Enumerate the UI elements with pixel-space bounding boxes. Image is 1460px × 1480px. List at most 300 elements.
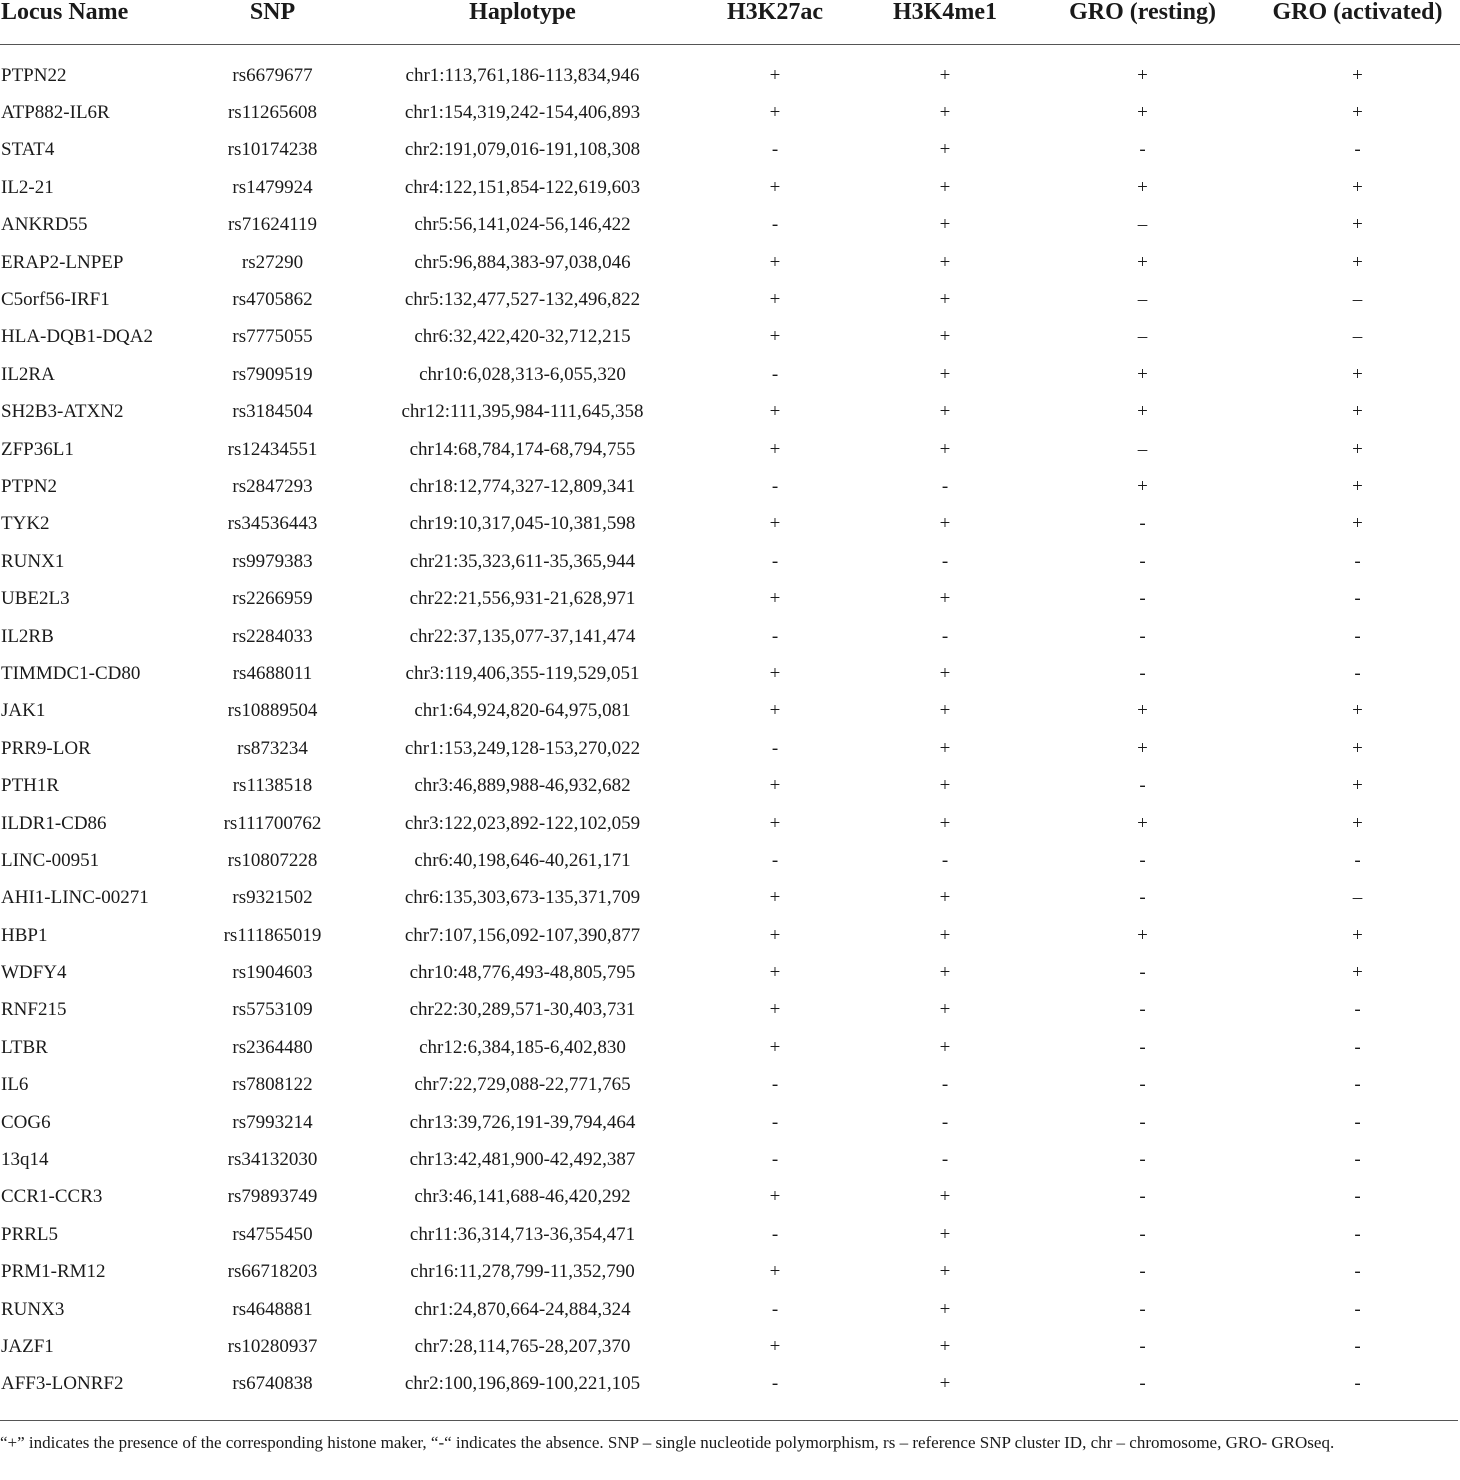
cell-gro-activated: +	[1352, 401, 1363, 423]
cell-h3k4me1: -	[941, 550, 949, 572]
cell-h3k4me1: +	[939, 588, 951, 610]
cell-h3k27ac: +	[769, 812, 781, 834]
cell-haplotype: chr1:64,924,820-64,975,081	[414, 700, 631, 722]
cell-gro-activated: +	[1352, 775, 1363, 797]
cell-snp: rs34132030	[227, 1149, 318, 1171]
cell-gro-activated: –	[1352, 289, 1363, 311]
cell-h3k4me1: +	[939, 64, 951, 86]
table-row	[0, 655, 1460, 692]
cell-h3k4me1: +	[939, 700, 951, 722]
cell-snp: rs111700762	[223, 812, 322, 834]
cell-haplotype: chr13:39,726,191-39,794,464	[409, 1111, 636, 1133]
cell-h3k27ac: +	[769, 1186, 781, 1208]
cell-gro-activated: -	[1354, 999, 1361, 1021]
cell-locus-name: PRRL5	[1, 1223, 59, 1245]
cell-haplotype: chr2:191,079,016-191,108,308	[404, 139, 641, 161]
cell-h3k27ac: +	[769, 513, 781, 535]
cell-gro-resting: –	[1137, 326, 1148, 348]
cell-gro-resting: -	[1139, 1261, 1146, 1283]
cell-gro-resting: –	[1137, 214, 1148, 236]
header-h3k27ac: H3K27ac	[690, 0, 860, 45]
cell-gro-activated: +	[1352, 513, 1363, 535]
cell-gro-activated: +	[1352, 924, 1363, 946]
table-row	[0, 1104, 1460, 1141]
table-row	[0, 842, 1460, 879]
cell-snp: rs3184504	[232, 401, 313, 423]
cell-gro-resting: -	[1139, 1111, 1146, 1133]
cell-h3k4me1: +	[939, 999, 951, 1021]
cell-h3k4me1: +	[939, 1261, 951, 1283]
header-spacer	[0, 45, 1460, 58]
cell-haplotype: chr5:96,884,383-97,038,046	[414, 251, 631, 273]
table-row	[0, 1291, 1460, 1328]
cell-gro-resting: +	[1137, 251, 1148, 273]
cell-locus-name: AHI1-LINC-00271	[1, 887, 149, 909]
cell-haplotype: chr12:6,384,185-6,402,830	[419, 1036, 626, 1058]
table-footnote: “+” indicates the presence of the corresponding histone maker, “-“ indicates the absence. SNP – single nucleotide polymorphism, rs – reference SNP cluster ID, chr – chromosome, GRO- GROseq.	[0, 1420, 1458, 1455]
table-row	[0, 132, 1460, 169]
cell-gro-resting: -	[1139, 1373, 1146, 1395]
header-haplotype: Haplotype	[355, 0, 690, 45]
cell-locus-name: IL6	[1, 1074, 29, 1096]
cell-h3k27ac: +	[769, 1036, 781, 1058]
cell-h3k27ac: -	[771, 1373, 779, 1395]
table-row	[0, 580, 1460, 617]
table-row	[0, 506, 1460, 543]
cell-locus-name: ERAP2-LNPEP	[1, 251, 124, 273]
cell-h3k27ac: -	[771, 1074, 779, 1096]
cell-haplotype: chr3:46,141,688-46,420,292	[414, 1186, 631, 1208]
cell-gro-activated: +	[1352, 962, 1363, 984]
table-row	[0, 394, 1460, 431]
cell-gro-activated: -	[1354, 550, 1361, 572]
cell-haplotype: chr6:32,422,420-32,712,215	[414, 326, 631, 348]
table-row	[0, 730, 1460, 767]
cell-gro-activated: -	[1354, 1298, 1361, 1320]
table-row	[0, 543, 1460, 580]
table-row	[0, 693, 1460, 730]
cell-h3k27ac: +	[769, 326, 781, 348]
cell-h3k27ac: -	[771, 214, 779, 236]
cell-snp: rs7909519	[232, 363, 313, 385]
cell-haplotype: chr10:48,776,493-48,805,795	[409, 962, 636, 984]
cell-gro-resting: –	[1137, 438, 1148, 460]
cell-locus-name: STAT4	[1, 139, 55, 161]
cell-gro-activated: -	[1354, 1335, 1361, 1357]
cell-locus-name: ATP882-IL6R	[1, 102, 110, 124]
cell-h3k4me1: -	[941, 475, 949, 497]
cell-locus-name: RUNX3	[1, 1298, 65, 1320]
cell-haplotype: chr22:30,289,571-30,403,731	[409, 999, 636, 1021]
table-row	[0, 1179, 1460, 1216]
cell-locus-name: RUNX1	[1, 550, 65, 572]
cell-snp: rs10174238	[227, 139, 318, 161]
cell-h3k4me1: +	[939, 513, 951, 535]
cell-gro-resting: +	[1137, 737, 1148, 759]
cell-h3k27ac: +	[769, 588, 781, 610]
cell-snp: rs4688011	[232, 662, 313, 684]
cell-h3k27ac: -	[771, 475, 779, 497]
cell-h3k4me1: +	[939, 1223, 951, 1245]
cell-gro-activated: -	[1354, 1186, 1361, 1208]
cell-gro-activated: +	[1352, 700, 1363, 722]
cell-gro-resting: -	[1139, 1149, 1146, 1171]
cell-snp: rs4705862	[232, 289, 313, 311]
cell-gro-resting: +	[1137, 363, 1148, 385]
cell-locus-name: AFF3-LONRF2	[1, 1373, 124, 1395]
cell-haplotype: chr6:135,303,673-135,371,709	[404, 887, 641, 909]
table-row	[0, 917, 1460, 954]
cell-snp: rs4755450	[232, 1223, 313, 1245]
cell-h3k4me1: +	[939, 775, 951, 797]
cell-gro-activated: +	[1352, 475, 1363, 497]
cell-gro-resting: -	[1139, 775, 1146, 797]
cell-snp: rs7775055	[232, 326, 313, 348]
cell-locus-name: PRM1-RM12	[1, 1261, 106, 1283]
cell-locus-name: IL2RB	[1, 625, 54, 647]
cell-gro-resting: +	[1137, 64, 1148, 86]
cell-h3k27ac: +	[769, 1335, 781, 1357]
cell-haplotype: chr3:122,023,892-122,102,059	[404, 812, 641, 834]
cell-gro-activated: +	[1352, 737, 1363, 759]
cell-locus-name: HLA-DQB1-DQA2	[1, 326, 153, 348]
cell-gro-activated: -	[1354, 662, 1361, 684]
cell-h3k27ac: -	[771, 1111, 779, 1133]
cell-h3k4me1: -	[941, 1149, 949, 1171]
cell-gro-activated: +	[1352, 102, 1363, 124]
cell-locus-name: PTH1R	[1, 775, 60, 797]
cell-h3k4me1: +	[939, 1335, 951, 1357]
cell-gro-resting: +	[1137, 924, 1148, 946]
header-h3k4me1: H3K4me1	[860, 0, 1030, 45]
cell-locus-name: IL2-21	[1, 176, 54, 198]
cell-h3k4me1: +	[939, 176, 951, 198]
cell-h3k27ac: +	[769, 962, 781, 984]
cell-h3k27ac: -	[771, 139, 779, 161]
cell-locus-name: HBP1	[1, 924, 48, 946]
cell-haplotype: chr1:154,319,242-154,406,893	[404, 102, 641, 124]
table-row	[0, 992, 1460, 1029]
cell-h3k4me1: +	[939, 1186, 951, 1208]
cell-haplotype: chr5:132,477,527-132,496,822	[404, 289, 641, 311]
cell-h3k27ac: +	[769, 1261, 781, 1283]
cell-locus-name: RNF215	[1, 999, 67, 1021]
cell-gro-resting: -	[1139, 1223, 1146, 1245]
cell-snp: rs111865019	[223, 924, 322, 946]
cell-haplotype: chr1:24,870,664-24,884,324	[414, 1298, 631, 1320]
cell-snp: rs1479924	[232, 176, 313, 198]
cell-gro-resting: +	[1137, 102, 1148, 124]
cell-h3k27ac: -	[771, 1223, 779, 1245]
cell-gro-resting: -	[1139, 887, 1146, 909]
cell-h3k4me1: +	[939, 401, 951, 423]
cell-gro-resting: -	[1139, 999, 1146, 1021]
cell-haplotype: chr10:6,028,313-6,055,320	[419, 363, 626, 385]
cell-locus-name: LTBR	[1, 1036, 48, 1058]
cell-haplotype: chr11:36,314,713-36,354,471	[409, 1223, 636, 1245]
cell-h3k27ac: +	[769, 999, 781, 1021]
cell-haplotype: chr12:111,395,984-111,645,358	[401, 401, 644, 423]
cell-gro-activated: -	[1354, 1111, 1361, 1133]
cell-h3k4me1: -	[941, 625, 949, 647]
cell-h3k4me1: +	[939, 326, 951, 348]
cell-haplotype: chr16:11,278,799-11,352,790	[410, 1261, 635, 1283]
table-row	[0, 94, 1460, 131]
table-row	[0, 880, 1460, 917]
cell-gro-resting: -	[1139, 1036, 1146, 1058]
cell-gro-activated: -	[1354, 849, 1361, 871]
header-gro-resting: GRO (resting)	[1030, 0, 1255, 45]
cell-locus-name: TYK2	[1, 513, 50, 535]
cell-snp: rs10280937	[227, 1335, 318, 1357]
cell-gro-activated: -	[1354, 1373, 1361, 1395]
header-snp: SNP	[190, 0, 355, 45]
cell-h3k4me1: +	[939, 887, 951, 909]
cell-snp: rs12434551	[227, 438, 318, 460]
cell-haplotype: chr3:46,889,988-46,932,682	[414, 775, 631, 797]
cell-snp: rs4648881	[232, 1298, 313, 1320]
cell-gro-resting: -	[1139, 139, 1146, 161]
cell-h3k4me1: +	[939, 251, 951, 273]
table-row	[0, 169, 1460, 206]
cell-gro-activated: -	[1354, 1074, 1361, 1096]
cell-gro-resting: -	[1139, 662, 1146, 684]
cell-h3k27ac: +	[769, 251, 781, 273]
cell-haplotype: chr2:100,196,869-100,221,105	[404, 1373, 641, 1395]
cell-locus-name: PTPN2	[1, 475, 57, 497]
cell-locus-name: ILDR1-CD86	[1, 812, 107, 834]
cell-gro-resting: +	[1137, 176, 1148, 198]
cell-h3k4me1: +	[939, 1298, 951, 1320]
cell-h3k4me1: +	[939, 139, 951, 161]
table-row	[0, 356, 1460, 393]
cell-snp: rs2284033	[232, 625, 313, 647]
cell-haplotype: chr13:42,481,900-42,492,387	[409, 1149, 636, 1171]
cell-haplotype: chr3:119,406,355-119,529,051	[405, 662, 640, 684]
cell-gro-resting: -	[1139, 1186, 1146, 1208]
table-row	[0, 618, 1460, 655]
cell-h3k27ac: +	[769, 438, 781, 460]
cell-gro-resting: -	[1139, 513, 1146, 535]
cell-h3k27ac: -	[771, 550, 779, 572]
cell-snp: rs71624119	[227, 214, 318, 236]
header-locus-name: Locus Name	[0, 0, 190, 45]
cell-haplotype: chr18:12,774,327-12,809,341	[409, 475, 636, 497]
table-header	[0, 0, 1460, 57]
cell-locus-name: PTPN22	[1, 64, 67, 86]
cell-snp: rs2364480	[232, 1036, 313, 1058]
cell-h3k27ac: +	[769, 775, 781, 797]
cell-gro-activated: -	[1354, 139, 1361, 161]
cell-gro-resting: +	[1137, 700, 1148, 722]
cell-h3k27ac: -	[771, 1149, 779, 1171]
table-row	[0, 281, 1460, 318]
cell-h3k4me1: +	[939, 289, 951, 311]
cell-snp: rs34536443	[227, 513, 318, 535]
cell-gro-activated: +	[1352, 438, 1363, 460]
cell-haplotype: chr7:22,729,088-22,771,765	[414, 1074, 631, 1096]
cell-h3k4me1: -	[941, 849, 949, 871]
table-row	[0, 244, 1460, 281]
table-row	[0, 319, 1460, 356]
cell-locus-name: LINC-00951	[1, 849, 100, 871]
cell-gro-resting: -	[1139, 962, 1146, 984]
cell-gro-activated: -	[1354, 1036, 1361, 1058]
cell-locus-name: TIMMDC1-CD80	[1, 662, 141, 684]
cell-snp: rs9321502	[232, 887, 313, 909]
cell-locus-name: JAK1	[1, 700, 46, 722]
cell-h3k27ac: +	[769, 102, 781, 124]
header-gro-activated: GRO (activated)	[1255, 0, 1460, 45]
cell-locus-name: IL2RA	[1, 363, 55, 385]
cell-gro-activated: –	[1352, 326, 1363, 348]
cell-h3k4me1: +	[939, 737, 951, 759]
cell-h3k4me1: -	[941, 1111, 949, 1133]
cell-haplotype: chr1:153,249,128-153,270,022	[404, 737, 641, 759]
table-row	[0, 805, 1460, 842]
cell-snp: rs79893749	[227, 1186, 318, 1208]
header-row	[0, 0, 1460, 45]
cell-haplotype: chr19:10,317,045-10,381,598	[409, 513, 636, 535]
table-row	[0, 207, 1460, 244]
cell-h3k27ac: +	[769, 887, 781, 909]
cell-locus-name: UBE2L3	[1, 588, 70, 610]
cell-gro-activated: +	[1352, 176, 1363, 198]
table-row	[0, 431, 1460, 468]
cell-locus-name: 13q14	[1, 1149, 49, 1171]
cell-snp: rs1138518	[232, 775, 313, 797]
cell-h3k4me1: +	[939, 962, 951, 984]
table-row	[0, 1366, 1460, 1403]
cell-locus-name: CCR1-CCR3	[1, 1186, 103, 1208]
cell-gro-activated: +	[1352, 214, 1363, 236]
cell-gro-resting: +	[1137, 475, 1148, 497]
cell-gro-resting: –	[1137, 289, 1148, 311]
cell-gro-resting: -	[1139, 1335, 1146, 1357]
cell-gro-activated: -	[1354, 1223, 1361, 1245]
table-row	[0, 954, 1460, 991]
cell-h3k27ac: -	[771, 737, 779, 759]
table-row	[0, 1029, 1460, 1066]
table-row	[0, 1254, 1460, 1291]
cell-gro-resting: +	[1137, 401, 1148, 423]
cell-gro-resting: +	[1137, 812, 1148, 834]
cell-h3k4me1: +	[939, 924, 951, 946]
cell-h3k4me1: +	[939, 363, 951, 385]
cell-snp: rs873234	[237, 737, 308, 759]
cell-locus-name: JAZF1	[1, 1335, 54, 1357]
cell-gro-resting: -	[1139, 550, 1146, 572]
cell-locus-name: COG6	[1, 1111, 51, 1133]
table-row	[0, 1328, 1460, 1365]
cell-locus-name: SH2B3-ATXN2	[1, 401, 124, 423]
table-row	[0, 57, 1460, 94]
cell-gro-resting: -	[1139, 1074, 1146, 1096]
cell-gro-activated: +	[1352, 64, 1363, 86]
cell-h3k4me1: +	[939, 662, 951, 684]
cell-gro-activated: -	[1354, 1261, 1361, 1283]
cell-gro-activated: +	[1352, 251, 1363, 273]
cell-gro-activated: +	[1352, 812, 1363, 834]
cell-gro-activated: -	[1354, 588, 1361, 610]
cell-h3k27ac: +	[769, 662, 781, 684]
table-row	[0, 1067, 1460, 1104]
cell-h3k27ac: -	[771, 1298, 779, 1320]
cell-locus-name: WDFY4	[1, 962, 67, 984]
table-row	[0, 468, 1460, 505]
cell-h3k27ac: +	[769, 700, 781, 722]
cell-gro-resting: -	[1139, 588, 1146, 610]
cell-h3k4me1: +	[939, 214, 951, 236]
cell-locus-name: PRR9-LOR	[1, 737, 91, 759]
cell-snp: rs66718203	[227, 1261, 318, 1283]
cell-haplotype: chr22:21,556,931-21,628,971	[409, 588, 636, 610]
cell-h3k27ac: +	[769, 176, 781, 198]
cell-snp: rs5753109	[232, 999, 313, 1021]
cell-gro-activated: -	[1354, 1149, 1361, 1171]
cell-snp: rs7993214	[232, 1111, 313, 1133]
cell-snp: rs6740838	[232, 1373, 313, 1395]
cell-snp: rs10807228	[227, 849, 318, 871]
table-row	[0, 767, 1460, 804]
cell-haplotype: chr4:122,151,854-122,619,603	[404, 176, 641, 198]
cell-h3k27ac: +	[769, 401, 781, 423]
cell-gro-activated: -	[1354, 625, 1361, 647]
cell-h3k4me1: +	[939, 1036, 951, 1058]
cell-snp: rs10889504	[227, 700, 318, 722]
cell-locus-name: ANKRD55	[1, 214, 88, 236]
cell-h3k27ac: +	[769, 64, 781, 86]
cell-h3k4me1: +	[939, 812, 951, 834]
cell-gro-resting: -	[1139, 1298, 1146, 1320]
cell-haplotype: chr7:28,114,765-28,207,370	[414, 1335, 631, 1357]
cell-gro-resting: -	[1139, 849, 1146, 871]
table-row	[0, 1216, 1460, 1253]
cell-snp: rs2847293	[232, 475, 313, 497]
cell-h3k4me1: +	[939, 438, 951, 460]
cell-haplotype: chr22:37,135,077-37,141,474	[409, 625, 636, 647]
table-row	[0, 1141, 1460, 1178]
cell-h3k27ac: -	[771, 625, 779, 647]
cell-snp: rs7808122	[232, 1074, 313, 1096]
cell-haplotype: chr5:56,141,024-56,146,422	[414, 214, 631, 236]
cell-snp: rs27290	[241, 251, 304, 273]
cell-h3k4me1: -	[941, 1074, 949, 1096]
cell-gro-resting: -	[1139, 625, 1146, 647]
table-body	[0, 57, 1460, 1403]
cell-h3k4me1: +	[939, 102, 951, 124]
cell-gro-activated: –	[1352, 887, 1363, 909]
cell-haplotype: chr21:35,323,611-35,365,944	[409, 550, 636, 572]
cell-snp: rs2266959	[232, 588, 313, 610]
cell-haplotype: chr7:107,156,092-107,390,877	[404, 924, 641, 946]
cell-h3k27ac: +	[769, 289, 781, 311]
cell-locus-name: C5orf56-IRF1	[1, 289, 110, 311]
cell-h3k4me1: +	[939, 1373, 951, 1395]
cell-h3k27ac: -	[771, 849, 779, 871]
cell-h3k27ac: -	[771, 363, 779, 385]
cell-snp: rs11265608	[227, 102, 318, 124]
cell-haplotype: chr1:113,761,186-113,834,946	[405, 64, 640, 86]
cell-h3k27ac: +	[769, 924, 781, 946]
cell-snp: rs1904603	[232, 962, 313, 984]
cell-snp: rs6679677	[232, 64, 313, 86]
cell-snp: rs9979383	[232, 550, 313, 572]
cell-gro-activated: +	[1352, 363, 1363, 385]
cell-haplotype: chr6:40,198,646-40,261,171	[414, 849, 631, 871]
cell-haplotype: chr14:68,784,174-68,794,755	[409, 438, 636, 460]
cell-locus-name: ZFP36L1	[1, 438, 74, 460]
